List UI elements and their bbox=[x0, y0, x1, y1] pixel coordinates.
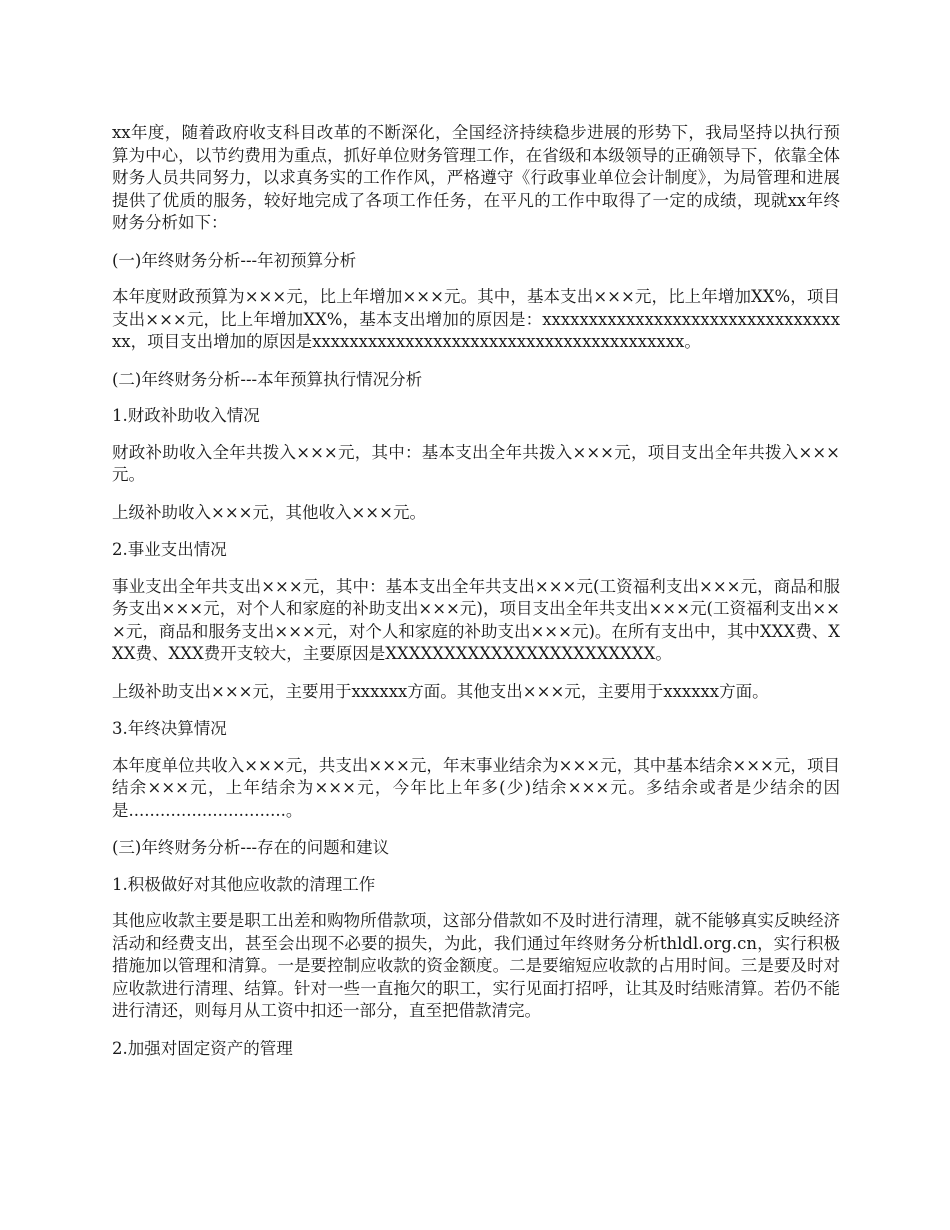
subheading-receivables: 1.积极做好对其他应收款的清理工作 bbox=[112, 874, 376, 894]
section-heading-2: (二)年终财务分析---本年预算执行情况分析 bbox=[112, 369, 423, 389]
document-body bbox=[112, 122, 840, 1074]
subheading-fixed-assets: 2.加强对固定资产的管理 bbox=[112, 1038, 293, 1058]
intro-paragraph: xx年度，随着政府收支科目改革的不断深化，全国经济持续稳步进展的形势下，我局坚持以执行预算为中心，以节约费用为重点，抓好单位财务管理工作，在省级和本级领导的正确领导下，依靠全体财务人员共同努力，以求真务实的工作作风，严格遵守《行政事业单位会计制度》，为局管理和进展提供了优质的服务，较好地完成了各项工作任务，在平凡的工作中取得了一定的成绩，现就xx年终财务分析如下： bbox=[112, 123, 840, 232]
subheading-expenditure: 2.事业支出情况 bbox=[112, 540, 227, 559]
other-expenditure-paragraph: 上级补助支出×××元，主要用于xxxxxx方面。其他支出×××元，主要用于xxxxxx方面。 bbox=[112, 681, 769, 701]
final-accounts-paragraph: 本年度单位共收入×××元，共支出×××元，年末事业结余为×××元，其中基本结余×××元，项目结余×××元，上年结余为×××元，今年比上年多(少)结余×××元。多结余或者是少结余的因是..............................。 bbox=[112, 755, 840, 820]
other-income-paragraph: 上级补助收入×××元，其他收入×××元。 bbox=[112, 502, 426, 522]
section-heading-3: (三)年终财务分析---存在的问题和建议 bbox=[112, 838, 390, 857]
subheading-final-accounts: 3.年终决算情况 bbox=[112, 719, 227, 738]
expenditure-paragraph: 事业支出全年共支出×××元，其中：基本支出全年共支出×××元(工资福利支出×××元，商品和服务支出×××元，对个人和家庭的补助支出×××元)，项目支出全年共支出×××元(工资福利支出×××元，商品和服务支出×××元，对个人和家庭的补助支出×××元)。在所有支出中，其中XXX费、XXX费、XXX费开支较大，主要原因是XXXXXXXXXXXXXXXXXXXXXXX。 bbox=[112, 576, 840, 663]
budget-analysis-paragraph: 本年度财政预算为×××元，比上年增加×××元。其中，基本支出×××元，比上年增加XX%，项目支出×××元，比上年增加XX%，基本支出增加的原因是：xxxxxxxxxxxxxxxxxxxxxxxxxxxxxxxxxx，项目支出增加的原因是xxxxxxxxxxxxxxxxxxxxxxxxxxxxxxxxxxxxxxxx。 bbox=[112, 287, 840, 351]
section-heading-1: (一)年终财务分析---年初预算分析 bbox=[112, 250, 357, 270]
fiscal-income-paragraph: 财政补助收入全年共拨入×××元，其中：基本支出全年共拨入×××元，项目支出全年共拨入×××元。 bbox=[112, 442, 840, 484]
subheading-fiscal-income: 1.财政补助收入情况 bbox=[112, 406, 260, 425]
receivables-paragraph: 其他应收款主要是职工出差和购物所借款项，这部分借款如不及时进行清理，就不能够真实反映经济活动和经费支出，甚至会出现不必要的损失，为此，我们通过年终财务分析thldl.org.cn，实行积极措施加以管理和清算。一是要控制应收款的资金额度。二是要缩短应收款的占用时间。三是要及时对应收款进行清理、结算。针对一些一直拖欠的职工，实行见面打招呼，让其及时结账清算。若仍不能进行清还，则每月从工资中扣还一部分，直至把借款清完。 bbox=[112, 911, 840, 1020]
